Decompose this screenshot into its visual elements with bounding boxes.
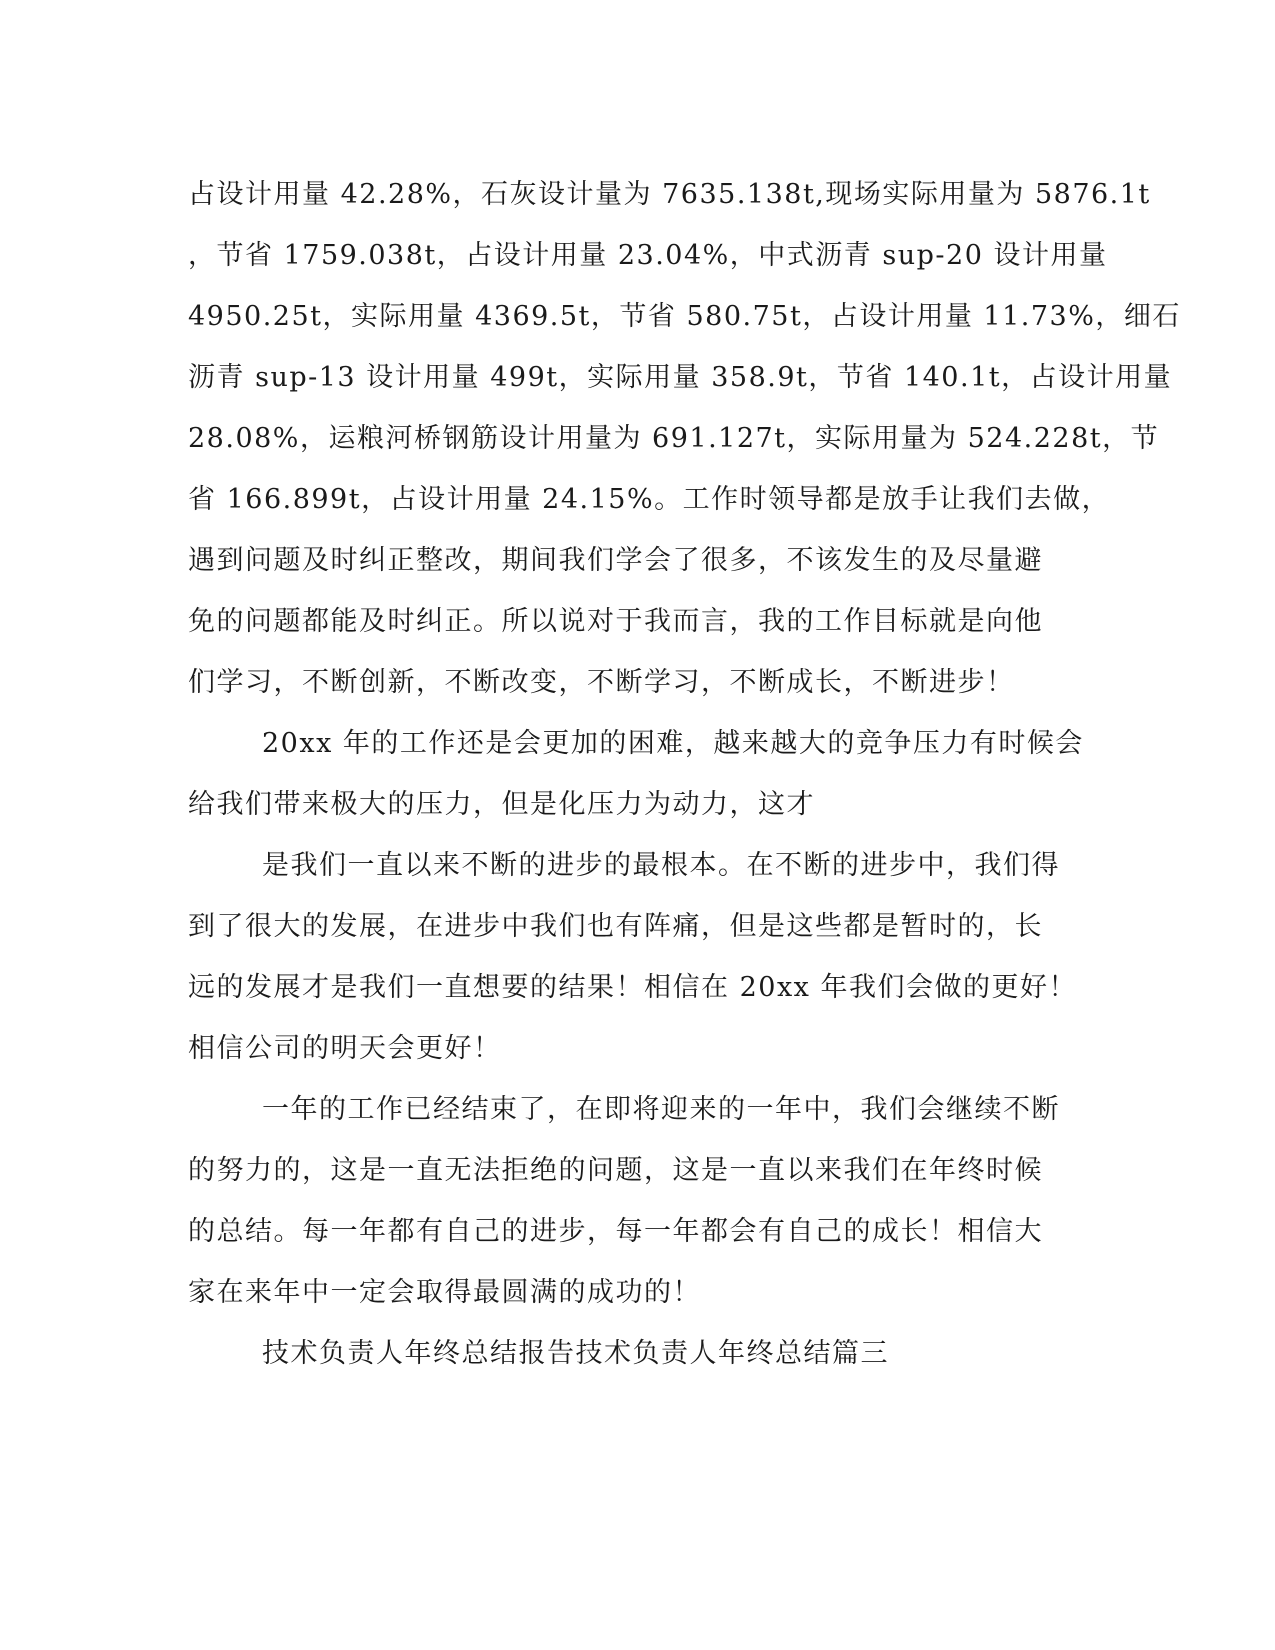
text-line: 4950.25t，实际用量 4369.5t，节省 580.75t，占设计用量 11.73%，细石 [188,301,1181,332]
text-line: 占设计用量 42.28%，石灰设计量为 7635.138t,现场实际用量为 5876.1t [188,179,1151,210]
text-line: 一年的工作已经结束了，在即将迎来的一年中，我们会继续不断 [262,1094,1060,1125]
text-line: 20xx 年的工作还是会更加的困难，越来越大的竞争压力有时候会 [262,728,1084,759]
text-line: 的努力的，这是一直无法拒绝的问题，这是一直以来我们在年终时候 [188,1155,1043,1186]
text-line: 免的问题都能及时纠正。所以说对于我而言，我的工作目标就是向他 [188,606,1043,637]
text-line: 远的发展才是我们一直想要的结果！相信在 20xx 年我们会做的更好！ [188,972,1077,1003]
text-line: 相信公司的明天会更好！ [188,1033,502,1064]
text-line: ，节省 1759.038t，占设计用量 23.04%，中式沥青 sup-20 设计用量 [188,240,1108,271]
text-line: 省 166.899t，占设计用量 24.15%。工作时领导都是放手让我们去做， [188,484,1111,515]
text-line: 到了很大的发展，在进步中我们也有阵痛，但是这些都是暂时的，长 [188,911,1043,942]
text-line: 的总结。每一年都有自己的进步，每一年都会有自己的成长！相信大 [188,1216,1043,1247]
text-line: 28.08%，运粮河桥钢筋设计用量为 691.127t，实际用量为 524.228t，节 [188,423,1160,454]
text-line: 们学习，不断创新，不断改变，不断学习，不断成长，不断进步！ [188,667,1015,698]
text-line: 给我们带来极大的压力，但是化压力为动力，这才 [188,789,815,820]
text-line: 是我们一直以来不断的进步的最根本。在不断的进步中，我们得 [262,850,1060,881]
text-line: 家在来年中一定会取得最圆满的成功的！ [188,1277,701,1308]
body-text [188,164,1181,1384]
text-line: 遇到问题及时纠正整改，期间我们学会了很多，不该发生的及尽量避 [188,545,1043,576]
text-line: 沥青 sup-13 设计用量 499t，实际用量 358.9t，节省 140.1t，占设计用量 [188,362,1173,393]
section-heading: 技术负责人年终总结报告技术负责人年终总结篇三 [262,1338,889,1369]
